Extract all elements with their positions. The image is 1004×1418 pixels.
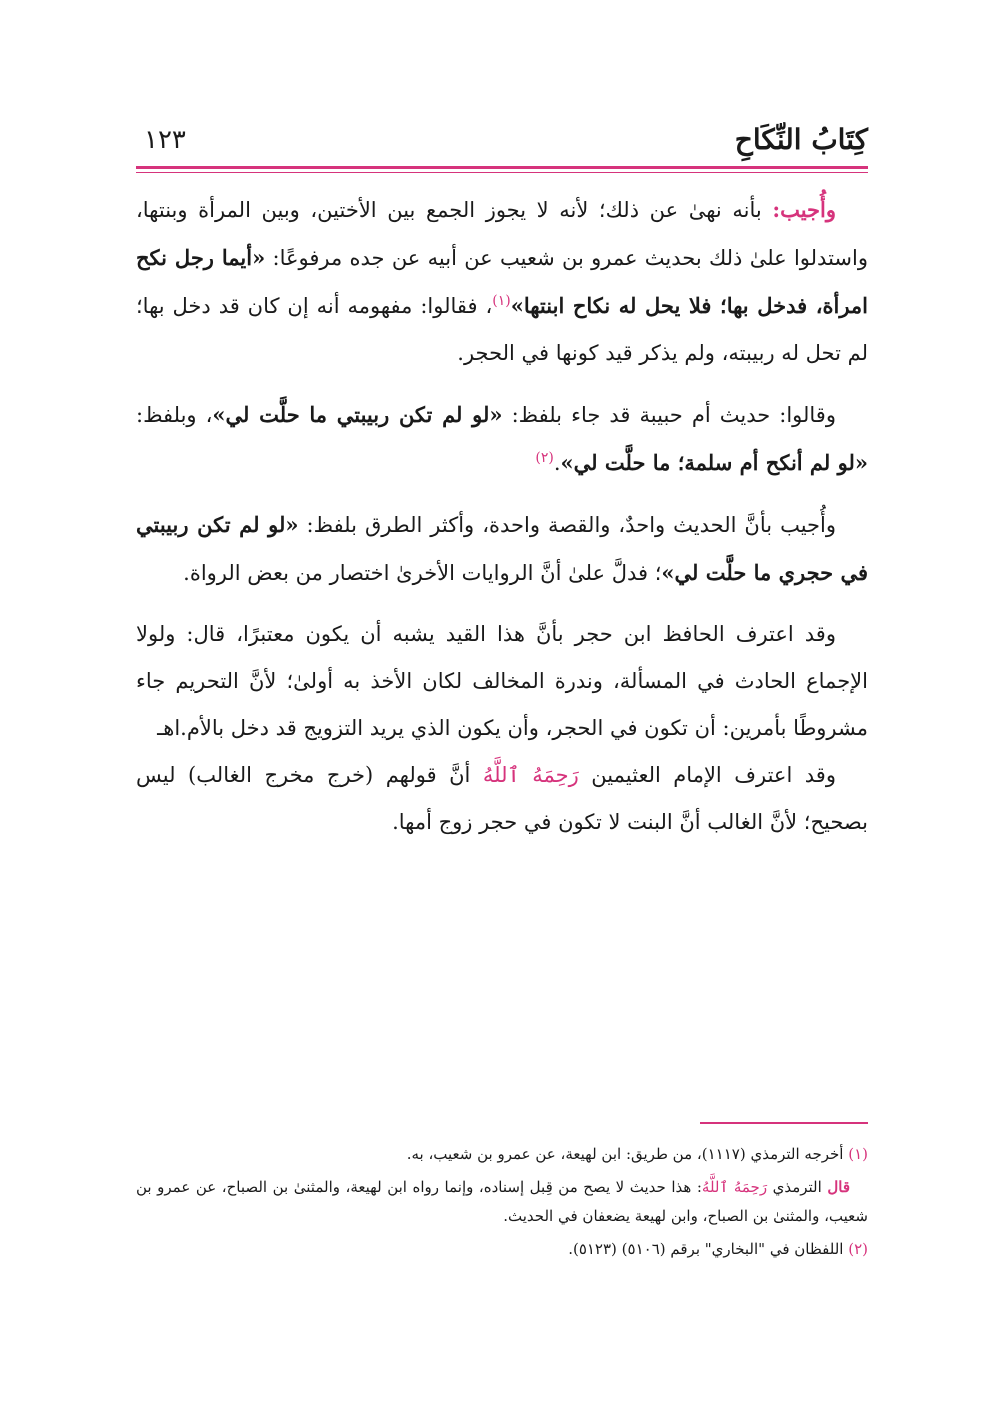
- main-text: [136, 186, 868, 846]
- footnote-1-comment: [136, 1173, 868, 1231]
- footnote-number: (١): [848, 1145, 868, 1163]
- footnote-number: (٢): [848, 1240, 868, 1258]
- footnote-1: [136, 1140, 868, 1169]
- paragraph-2: [136, 391, 868, 487]
- chapter-title: كِتَابُ النِّكَاحِ: [734, 123, 868, 156]
- header-rule-thin: [136, 172, 868, 173]
- honorific-glyph: رَحِمَهُ ٱللَّهُ: [482, 763, 579, 787]
- hadith-quote: «لو لم أنكح أم سلمة؛ ما حلَّت لي»: [560, 450, 868, 475]
- footnote-2: [136, 1235, 868, 1264]
- comment-lead: قال: [827, 1178, 850, 1196]
- paragraph-5: [136, 752, 868, 846]
- paragraph-text: .: [553, 451, 561, 475]
- footnote-text: : هذا حديث لا يصح من قِبل إسناده، وإنما رواه ابن لهيعة، والمثنىٰ بن الصباح، عن عمرو بن شعيب، والمثنىٰ بن الصباح، وابن لهيعة يضعفان في الحديث.: [136, 1178, 868, 1225]
- paragraph-3: [136, 501, 868, 597]
- honorific-glyph: رَحِمَهُ ٱللَّهُ: [701, 1178, 768, 1196]
- answer-lead: وأُجيب:: [772, 197, 836, 222]
- footnote-ref[interactable]: (٢): [535, 450, 554, 466]
- page-number: ١٢٣: [144, 125, 186, 155]
- hadith-quote: «لو لم تكن ربيبتي ما حلَّت لي»: [212, 402, 503, 427]
- footnotes: [136, 1140, 868, 1268]
- paragraph-text: وأُجيب بأنَّ الحديث واحدٌ، والقصة واحدة، وأكثر الطرق بلفظ:: [298, 513, 836, 537]
- footnote-text: الترمذي: [767, 1178, 828, 1196]
- paragraph-text: أنَّ قولهم (خرج مخرج الغالب) ليس بصحيح؛ لأنَّ الغالب أنَّ البنت لا تكون في حجر زوج أمها.: [136, 763, 868, 834]
- paragraph-1: [136, 186, 868, 377]
- footnote-separator: [700, 1122, 868, 1124]
- hadith-quote: «لو لم تكن ربيبتي في حجري ما حلَّت لي»: [136, 512, 868, 585]
- footnote-text: أخرجه الترمذي (١١١٧)، من طريق: ابن لهيعة، عن عمرو بن شعيب، به.: [406, 1145, 849, 1163]
- hadith-quote: «أيما رجل نكح امرأة، فدخل بها؛ فلا يحل له نكاح ابنتها»: [136, 245, 868, 318]
- footnote-text: اللفظان في "البخاري" برقم (٥١٠٦) (٥١٢٣).: [568, 1240, 849, 1258]
- paragraph-text: وقد اعترف الإمام العثيمين: [578, 763, 836, 787]
- paragraph-text: ، فقالوا: مفهومه أنه إن كان قد دخل بها؛ لم تحل له ربيبته، ولم يذكر قيد كونها في الحجر.: [136, 294, 868, 365]
- paragraph-text: بأنه نهىٰ عن ذلك؛ لأنه لا يجوز الجمع بين الأختين، وبين المرأة وبنتها، واستدلوا علىٰ ذلك بحديث عمرو بن شعيب عن أبيه عن جده مرفوعًا:: [136, 198, 868, 270]
- footnote-ref[interactable]: (١): [492, 293, 511, 309]
- paragraph-text: ، وبلفظ:: [136, 403, 213, 427]
- paragraph-text: وقالوا: حديث أم حبيبة قد جاء بلفظ:: [502, 403, 836, 427]
- header-rule-thick: [136, 166, 868, 169]
- paragraph-text: ؛ فدلَّ علىٰ أنَّ الروايات الأخرىٰ اختصار من بعض الرواة.: [183, 561, 662, 585]
- page-header: [136, 120, 868, 160]
- paragraph-4: وقد اعترف الحافظ ابن حجر بأنَّ هذا القيد يشبه أن يكون معتبرًا، قال: ولولا الإجماع الحادث في المسألة، وندرة المخالف لكان الأخذ به أولىٰ؛ لأنَّ التحريم جاء مشروطًا بأمرين: أن تكون في الحجر، وأن يكون الذي يريد التزويج قد دخل بالأم.اهـ: [136, 622, 868, 740]
